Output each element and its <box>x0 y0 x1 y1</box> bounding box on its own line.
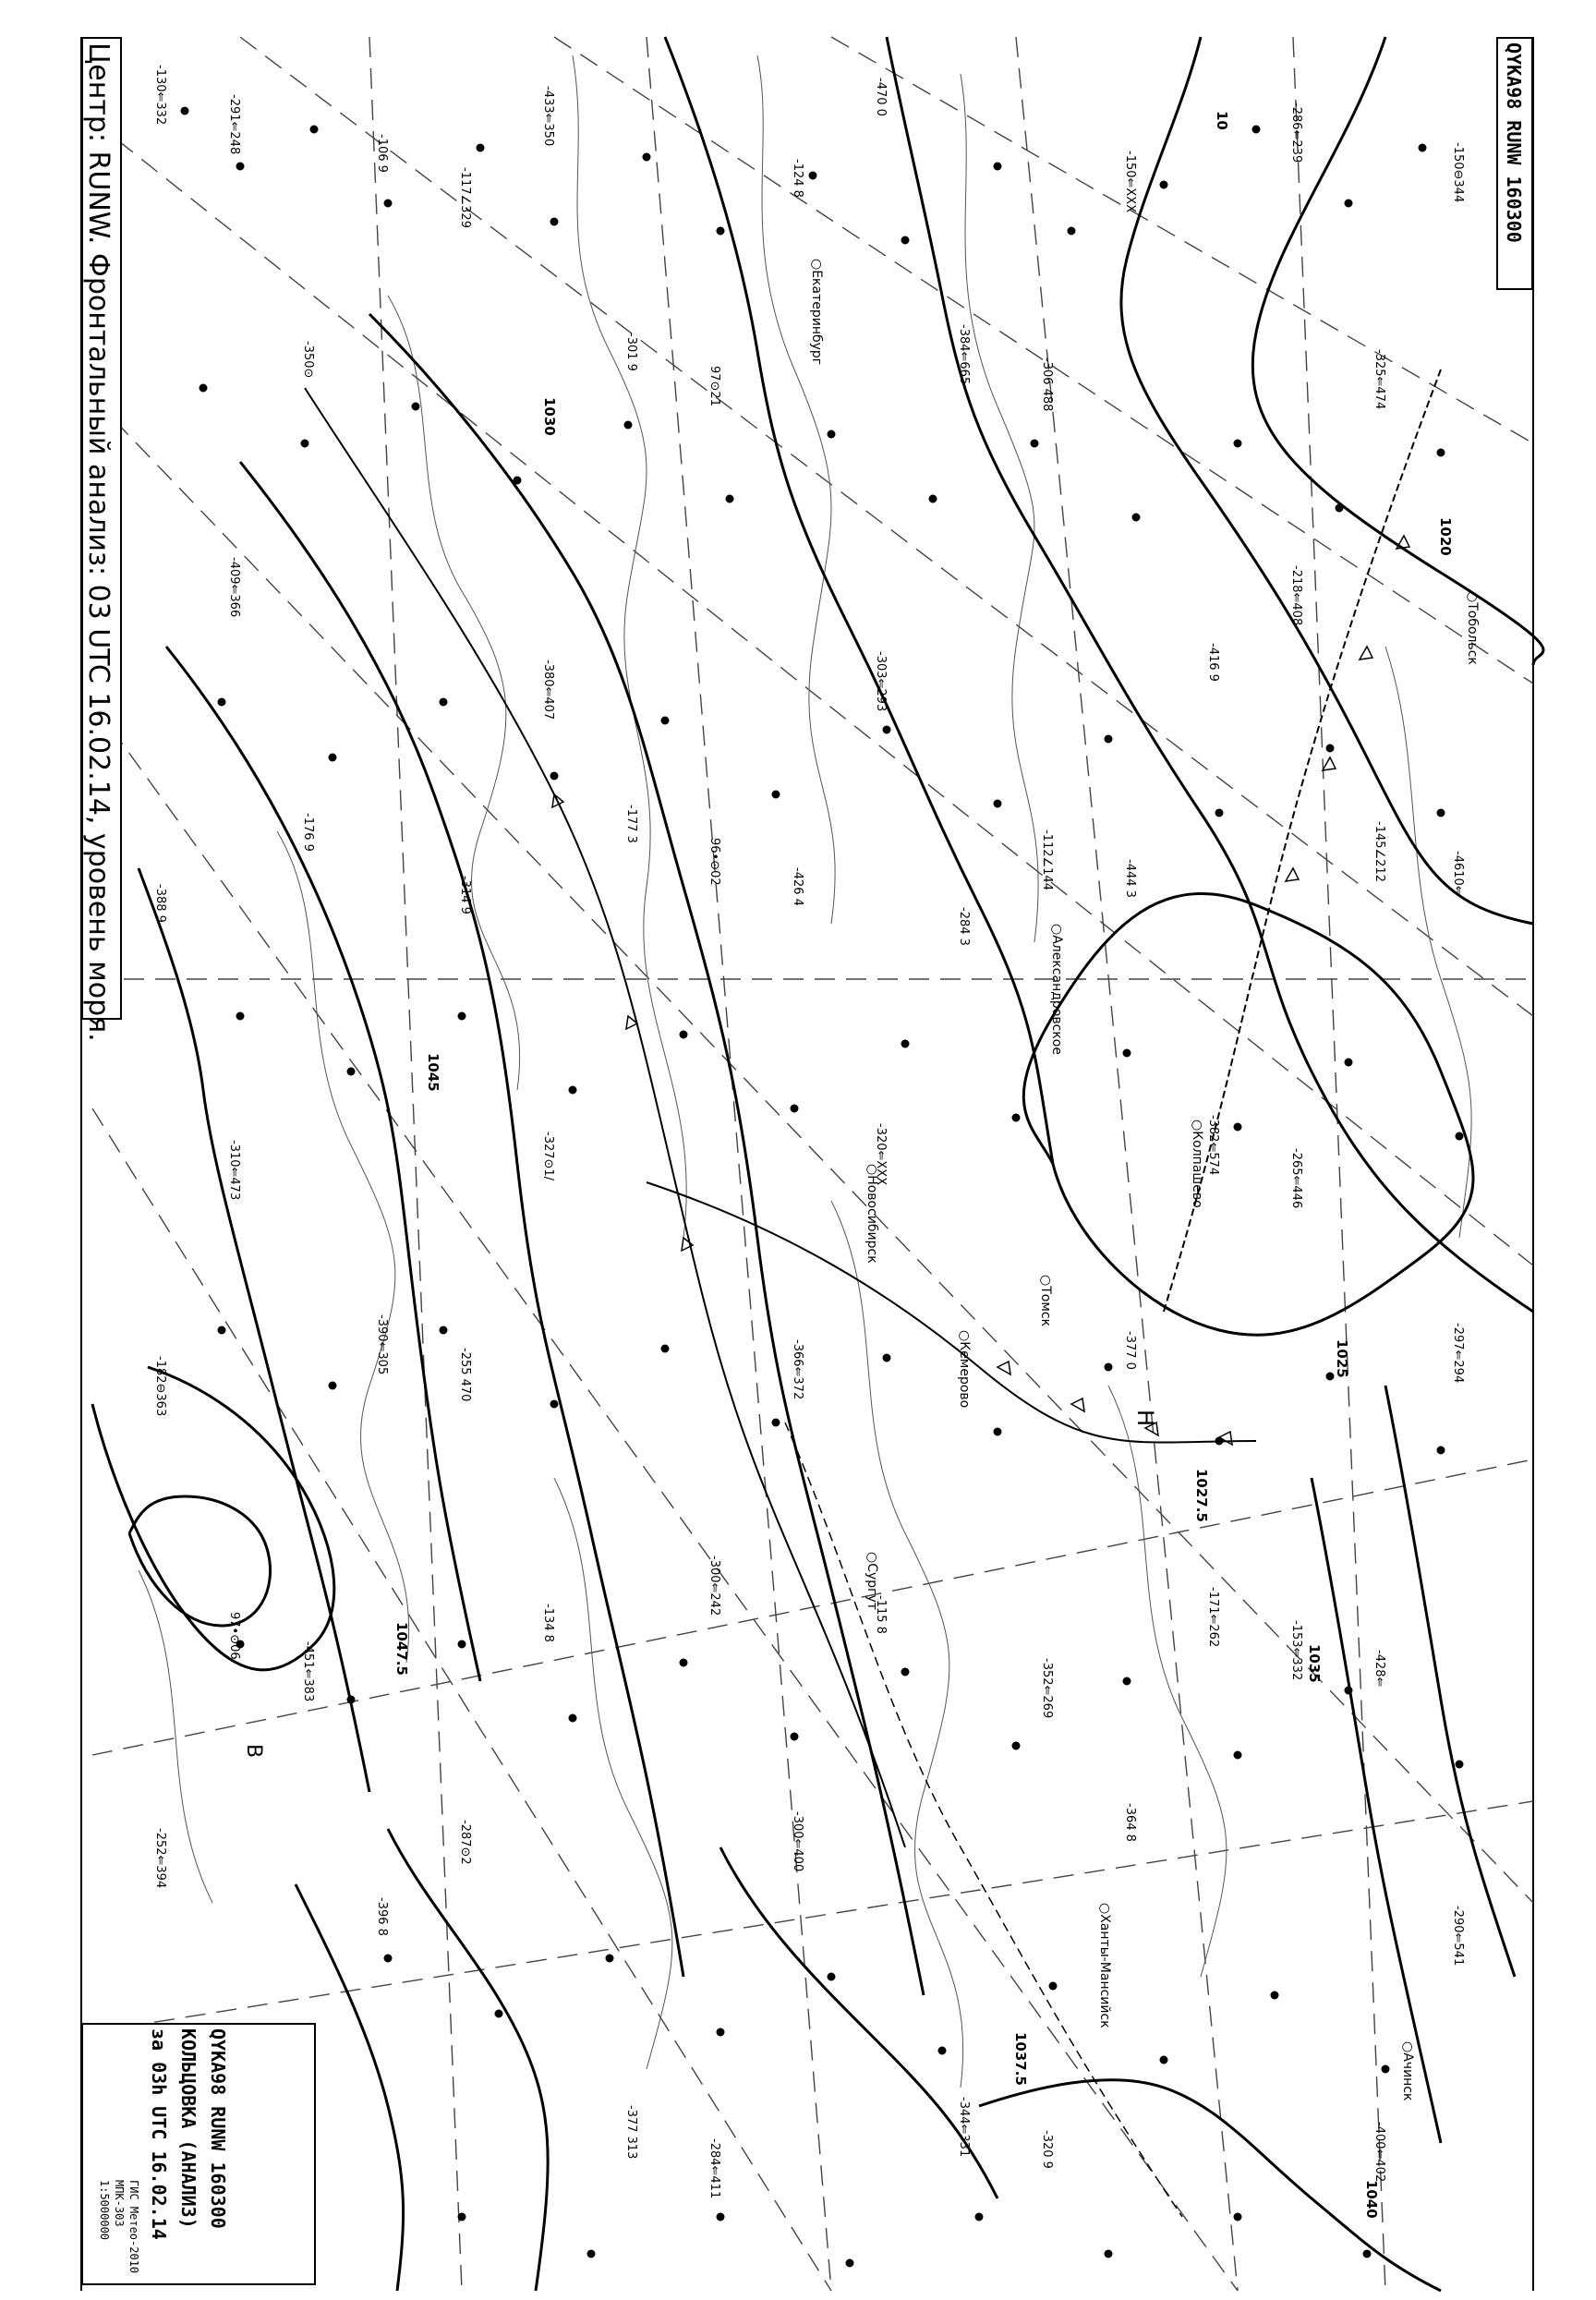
station-label: -377 0 <box>1123 1331 1137 1370</box>
station-label: -115 8 <box>874 1595 888 1634</box>
legend-time: за 03h UTC 16.02.14 <box>148 2028 170 2240</box>
station-label: -433⇐350 <box>541 86 555 147</box>
station-label: -451⇐383 <box>301 1641 315 1702</box>
city-label: ○Томск <box>1038 1275 1053 1327</box>
city-label: ○Кемерово <box>957 1330 972 1409</box>
station-label: -470 0 <box>874 78 888 116</box>
station-label: 97⊙21 <box>707 366 721 406</box>
station-label: -384⇐665 <box>957 324 971 385</box>
city-label: ○Александровское <box>1049 924 1064 1055</box>
station-label: -4610⇐ <box>1451 851 1465 896</box>
legend-code: QYKA98 RUNW 160300 <box>207 2028 229 2229</box>
isobar-value-label: 1040 <box>1363 2180 1380 2219</box>
station-label: -396 8 <box>375 1897 389 1936</box>
station-label: -428⇐ <box>1372 1650 1386 1688</box>
legend-software: ГИС Метео-2010 <box>127 2180 140 2274</box>
city-label: ○Ачинск <box>1400 2041 1415 2101</box>
station-label: -444 3 <box>1123 859 1137 898</box>
isobar-value-label: 1047.5 <box>393 1622 410 1676</box>
station-label: -380⇐407 <box>541 660 555 720</box>
station-label: -112∠144 <box>1040 829 1054 890</box>
station-label: -306 488 <box>1040 357 1054 412</box>
station-label: -314 9 <box>458 876 472 914</box>
station-label: -255 470 <box>458 1348 472 1402</box>
station-label: -320 9 <box>1040 2130 1054 2169</box>
station-label: -320⇐XXX <box>874 1123 888 1186</box>
station-label: -390⇐305 <box>375 1314 389 1375</box>
legend-scale: МПК-303 <box>113 2180 126 2227</box>
station-label: -176 9 <box>301 813 315 852</box>
station-label: -303⇐293 <box>874 651 888 712</box>
station-label: -409⇐366 <box>227 557 241 618</box>
station-label: -426 4 <box>791 867 804 906</box>
station-label: -352⇐269 <box>1040 1658 1054 1719</box>
high-center-letter: В <box>242 1744 265 1759</box>
station-label: -301 9 <box>624 333 638 371</box>
station-label: -124 8 <box>791 159 804 198</box>
city-label: ○Новосибирск <box>864 1164 879 1264</box>
station-label: -377 313 <box>624 2105 638 2160</box>
station-label: -182⊖363 <box>153 1356 167 1417</box>
station-label: -218⇐408 <box>1289 565 1303 626</box>
station-label: -134 8 <box>541 1604 555 1642</box>
isobar-value-label: 1045 <box>425 1053 441 1092</box>
station-label: -327⊙1/ <box>541 1132 555 1181</box>
station-label: -284 3 <box>957 907 971 946</box>
station-label: -300⇐242 <box>707 1556 721 1616</box>
station-label: -310⇐473 <box>227 1140 241 1201</box>
station-label: -106 9 <box>375 134 389 173</box>
legend-name: КОЛЬЦОВКА (АНАЛИЗ) <box>177 2028 200 2229</box>
station-label: -325⇐474 <box>1372 349 1386 410</box>
city-label: ○Сургут <box>864 1552 879 1610</box>
isobar-value-label: 10 <box>1214 111 1230 130</box>
station-label: 96•⊙02 <box>707 838 721 886</box>
station-label: -150⊖344 <box>1451 142 1465 203</box>
station-label: -284⇐411 <box>707 2138 721 2199</box>
station-label: -252⇐394 <box>153 1828 167 1889</box>
station-label: -400⇐402 <box>1372 2122 1386 2183</box>
station-label: -388 9 <box>153 884 167 923</box>
station-label: -150⇐XXX <box>1123 151 1137 213</box>
station-label: -416 9 <box>1206 643 1220 682</box>
station-label: -153⇐332 <box>1289 1620 1303 1681</box>
station-label: -286⇐239 <box>1289 103 1303 163</box>
station-label: -300⇐400 <box>791 1811 804 1872</box>
station-label: -171⇐262 <box>1206 1587 1220 1648</box>
station-label: 97•⊙06 <box>227 1612 241 1660</box>
station-label: -382⇐574 <box>1206 1115 1220 1176</box>
isobar-value-label: 1027.5 <box>1193 1469 1210 1522</box>
station-label: -287⊙2 <box>458 1820 472 1865</box>
station-label: -265⇐446 <box>1289 1148 1303 1209</box>
isobar-value-label: 1020 <box>1437 517 1454 556</box>
legend-ratio: 1:5000000 <box>98 2180 111 2241</box>
city-label: ○Ханты-Мансийск <box>1097 1903 1112 2028</box>
station-label: -350⊙ <box>301 341 315 379</box>
isobar-value-label: 1035 <box>1306 1644 1323 1683</box>
bulletin-code: QYKA98 RUNW 160300 <box>1503 42 1525 243</box>
city-label: ○Екатеринбург <box>809 259 824 366</box>
station-label: -344⇐331 <box>957 2097 971 2158</box>
city-label: ○Тобольск <box>1465 591 1480 665</box>
city-label: ○Колпашево <box>1190 1120 1204 1208</box>
station-label: -145∠212 <box>1372 821 1386 882</box>
station-label: -177 3 <box>624 805 638 843</box>
isobar-value-label: 1025 <box>1334 1339 1350 1378</box>
station-label: -366⇐372 <box>791 1339 804 1400</box>
isobar-value-label: 1037.5 <box>1012 2032 1029 2086</box>
station-label: -290⇐541 <box>1451 1906 1465 1967</box>
station-label: -130⇐332 <box>153 65 167 126</box>
station-label: -297⇐294 <box>1451 1323 1465 1384</box>
station-label: -291⇐248 <box>227 94 241 155</box>
map-title: Центр: RUNW. Фронтальный анализ: 03 UTC 16.02.14, уровень моря. <box>82 42 115 1042</box>
station-label: -117∠329 <box>458 167 472 228</box>
low-center-letter: Н <box>1132 1410 1158 1427</box>
isobar-value-label: 1030 <box>541 397 558 436</box>
station-label: -364 8 <box>1123 1803 1137 1842</box>
